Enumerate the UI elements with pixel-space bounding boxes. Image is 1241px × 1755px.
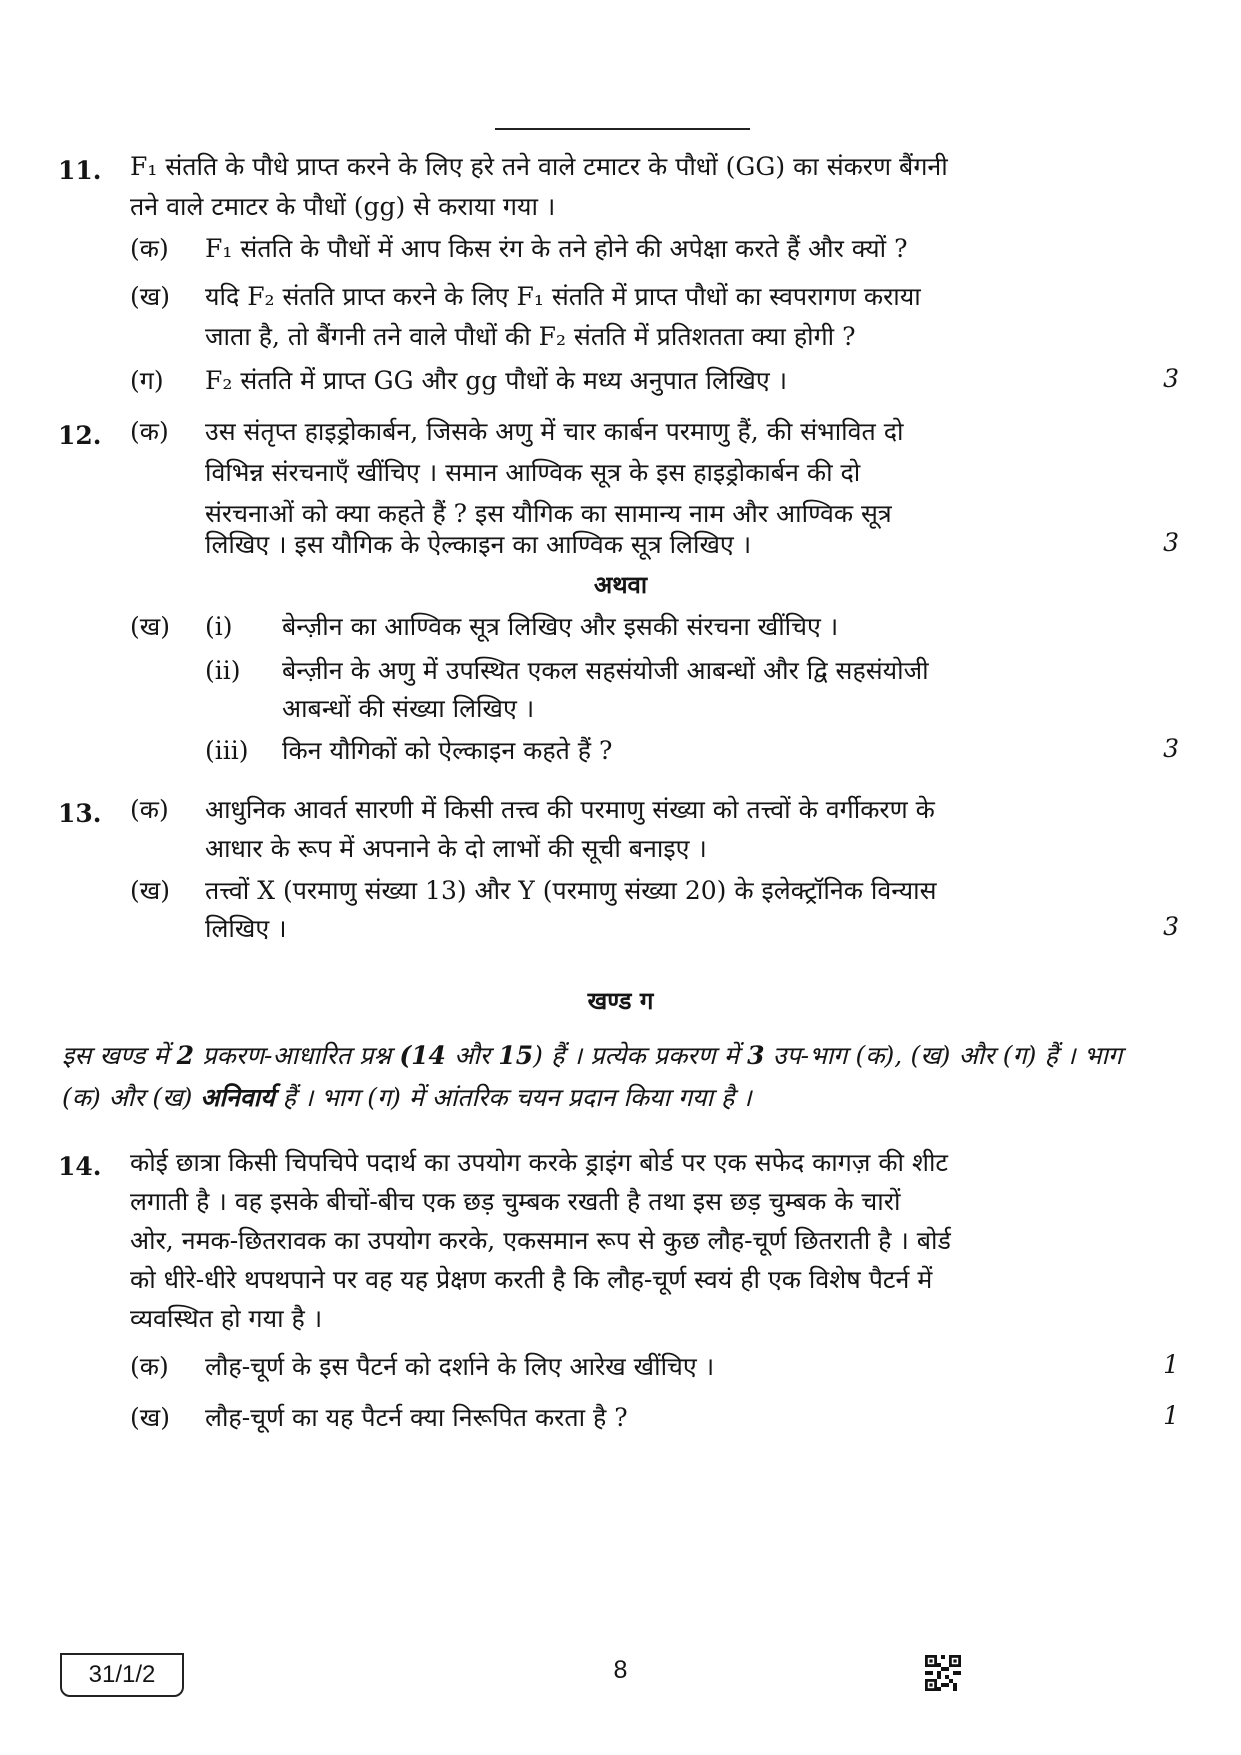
q14-number: 14.	[58, 1152, 102, 1181]
q12-ii-line2: आबन्धों की संख्या लिखिए ।	[282, 694, 535, 723]
note-part-4: ) हैं । प्रत्येक प्रकरण में	[533, 1041, 748, 1070]
q11-c-text: F₂ संतति में प्राप्त GG और gg पौधों के मध्य अनुपात लिखिए ।	[205, 366, 788, 395]
note-part-3: और	[445, 1041, 499, 1070]
q14-b-marks: 1	[1163, 1401, 1179, 1430]
note-bold-1: 2	[176, 1041, 195, 1070]
q14-b-label: (ख)	[130, 1403, 170, 1432]
q14-line1: कोई छात्रा किसी चिपचिपे पदार्थ का उपयोग करके ड्राइंग बोर्ड पर एक सफेद कागज़ की शीट	[130, 1148, 949, 1177]
paper-code: 31/1/2	[60, 1653, 184, 1697]
top-rule	[495, 128, 750, 130]
q12-number: 12.	[58, 421, 102, 450]
q13-a-line2: आधार के रूप में अपनाने के दो लाभों की सूची बनाइए ।	[205, 834, 707, 863]
q12-i-text: बेन्ज़ीन का आण्विक सूत्र लिखिए और इसकी संरचना खींचिए ।	[282, 612, 839, 641]
q11-b-line1: यदि F₂ संतति प्राप्त करने के लिए F₁ संतति में प्राप्त पौधों का स्वपरागण कराया	[205, 282, 921, 311]
q14-a-text: लौह-चूर्ण के इस पैटर्न को दर्शाने के लिए आरेख खींचिए ।	[205, 1352, 715, 1381]
q13-b-label: (ख)	[130, 876, 170, 905]
q12-a-line2: विभिन्न संरचनाएँ खींचिए । समान आण्विक सूत्र के इस हाइड्रोकार्बन की दो	[205, 458, 861, 487]
q12-or-text: अथवा	[593, 570, 648, 599]
q11-marks: 3	[1163, 364, 1179, 393]
section-instructions	[62, 1035, 1122, 1119]
q13-b-line1: तत्त्वों X (परमाणु संख्या 13) और Y (परमाणु संख्या 20) के इलेक्ट्रॉनिक विन्यास	[205, 876, 937, 905]
q14-a-label: (क)	[130, 1352, 169, 1381]
note-part-2: प्रकरण-आधारित प्रश्न	[194, 1041, 400, 1070]
q12-ii-label: (ii)	[205, 656, 241, 685]
q14-line3: ओर, नमक-छितरावक का उपयोग करके, एकसमान रूप से कुछ लौह-चूर्ण छितराती है । बोर्ड	[130, 1226, 951, 1255]
q11-b-label: (ख)	[130, 282, 170, 311]
q12-i-label: (i)	[205, 612, 233, 641]
q13-marks: 3	[1163, 912, 1179, 941]
q13-a-label: (क)	[130, 795, 169, 824]
q12-b-label: (ख)	[130, 612, 170, 641]
q12-b-marks: 3	[1163, 734, 1179, 763]
note-part-6: हैं । भाग (ग) में आंतरिक चयन प्रदान किया गया है ।	[274, 1083, 752, 1112]
page-number: 8	[613, 1656, 628, 1684]
q11-intro-line2: तने वाले टमाटर के पौधों (gg) से कराया गया ।	[130, 192, 556, 221]
q12-a-marks: 3	[1163, 528, 1179, 557]
q11-number: 11.	[58, 156, 102, 185]
q14-a-marks: 1	[1163, 1350, 1179, 1379]
section-title: खण्ड ग	[587, 986, 654, 1015]
q13-b-line2: लिखिए ।	[205, 914, 287, 943]
q12-a-line3: संरचनाओं को क्या कहते हैं ? इस यौगिक का सामान्य नाम और आण्विक सूत्र	[205, 499, 892, 528]
note-bold-3: 15	[498, 1041, 534, 1070]
note-part-1: इस खण्ड में	[62, 1041, 177, 1070]
qr-code-icon	[925, 1655, 961, 1691]
q14-line2: लगाती है । वह इसके बीचों-बीच एक छड़ चुम्बक रखती है तथा इस छड़ चुम्बक के चारों	[130, 1187, 901, 1216]
q14-b-text: लौह-चूर्ण का यह पैटर्न क्या निरूपित करता है ?	[205, 1403, 628, 1432]
q12-ii-line1: बेन्ज़ीन के अणु में उपस्थित एकल सहसंयोजी आबन्धों और द्वि सहसंयोजी	[282, 656, 929, 685]
note-part-5: उप-भाग (क), (ख) और (ग) हैं । भाग (क) और (ख)	[62, 1041, 1123, 1112]
q11-a-label: (क)	[130, 234, 169, 263]
q11-a-text: F₁ संतति के पौधों में आप किस रंग के तने होने की अपेक्षा करते हैं और क्यों ?	[205, 234, 908, 263]
q11-intro-line1: F₁ संतति के पौधे प्राप्त करने के लिए हरे तने वाले टमाटर के पौधों (GG) का संकरण बैंगनी	[130, 152, 948, 181]
note-bold-5: अनिवार्य	[200, 1083, 275, 1112]
note-bold-2: (14	[399, 1041, 446, 1070]
q12-a-line1: उस संतृप्त हाइड्रोकार्बन, जिसके अणु में चार कार्बन परमाणु हैं, की संभावित दो	[205, 417, 904, 446]
q14-line5: व्यवस्थित हो गया है ।	[130, 1304, 323, 1333]
q12-a-line4: लिखिए । इस यौगिक के ऐल्काइन का आण्विक सूत्र लिखिए ।	[205, 530, 752, 559]
q13-number: 13.	[58, 799, 102, 828]
q12-iii-label: (iii)	[205, 736, 249, 765]
q12-iii-text: किन यौगिकों को ऐल्काइन कहते हैं ?	[282, 736, 613, 765]
note-bold-4: 3	[747, 1041, 765, 1070]
q11-c-label: (ग)	[130, 366, 164, 395]
q12-a-label: (क)	[130, 417, 169, 446]
q13-a-line1: आधुनिक आवर्त सारणी में किसी तत्त्व की परमाणु संख्या को तत्त्वों के वर्गीकरण के	[205, 795, 935, 824]
q14-line4: को धीरे-धीरे थपथपाने पर वह यह प्रेक्षण करती है कि लौह-चूर्ण स्वयं ही एक विशेष पैटर्न में	[130, 1265, 933, 1294]
q11-b-line2: जाता है, तो बैंगनी तने वाले पौधों की F₂ संतति में प्रतिशतता क्या होगी ?	[205, 322, 856, 351]
